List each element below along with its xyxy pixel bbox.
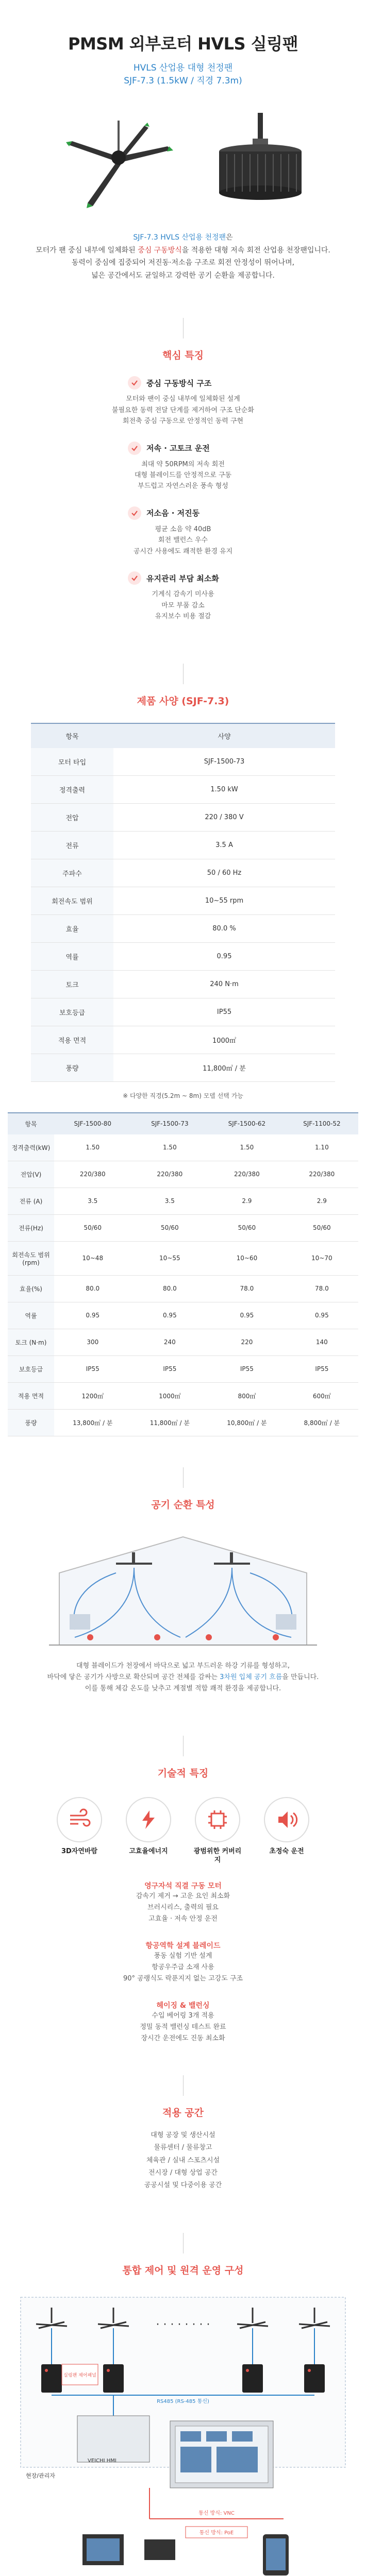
table-value-cell: 1200㎡ [54,1382,131,1409]
table-value-cell: 0.95 [131,1302,209,1329]
table-value-cell: IP55 [113,998,335,1026]
table-value-cell: 220/380 [208,1161,286,1188]
feature-title: 저속 · 고토크 운전 [146,444,210,453]
table-row [31,1054,335,1081]
check-icon [128,506,141,520]
model-compare-table [8,1112,358,1436]
section-divider [183,318,184,338]
table-row [31,803,335,831]
label-panel: 실링팬 제어패널 [63,2372,96,2378]
spec-note: ※ 다양한 직경(5.2m ~ 8m) 모델 선택 가능 [123,1092,243,1099]
table-label-cell: 전압 [31,803,113,831]
table-value-cell: SJF-1500-73 [113,748,335,776]
table-label-cell: 효율 [31,914,113,942]
list-item: 물류센터 / 물류창고 [154,2144,212,2152]
table-value-cell: 800㎡ [208,1382,286,1409]
page-title: PMSM 외부로터 HVLS 실링팬 [68,34,298,54]
hero-subtitle-line2: SJF-7.3 (1.5kW / 직경 7.3m) [124,75,242,86]
table-row [31,970,335,998]
table-value-cell: 0.95 [286,1302,358,1329]
list-item: 전시장 / 대형 상업 공간 [148,2168,218,2177]
table-value-cell: 3.5 A [113,831,335,859]
table-value-cell: 80.0 % [113,914,335,942]
airflow-description: 대형 블레이드가 천장에서 바닥으로 넓고 부드러운 하강 기류를 형성하고, 바닥에 닿은 공기가 사방으로 확산되며 공간 전체를 감싸는 3차원 입체 공기 흐름을 만듭니다. 이를 통해 체감 온도를 낮추고 계절별 적합 쾌적 환경을 제공합니다. [47,1662,319,1692]
airflow-title: 공기 순환 특성 [151,1499,215,1511]
table-row [8,1409,358,1436]
table-value-cell: 220/380 [286,1161,358,1188]
table-value-cell: 1.50 kW [113,775,335,803]
check-icon [128,376,141,389]
table-header: 사양 [113,723,335,748]
energy-icon [126,1797,171,1842]
table-value-cell: 0.95 [113,942,335,970]
hero-images [0,103,366,221]
table-value-cell: 78.0 [208,1275,286,1302]
table-label-cell: 풍량 [8,1409,54,1436]
table-label-cell: 역률 [8,1302,54,1329]
tech-item [54,1797,105,1865]
table-header: SJF-1500-80 [54,1113,131,1134]
table-value-cell: 220 / 380 V [113,803,335,831]
table-label-cell: 주파수 [31,859,113,887]
table-value-cell: 3.5 [131,1188,209,1214]
table-value-cell: IP55 [54,1355,131,1382]
section-divider [183,2233,184,2253]
hero-desc-line3: 동력이 중심에 집중되어 저진동·저소음 구조로 회전 안정성이 뛰어나며, [71,259,295,267]
hero-desc-line1: SJF-7.3 HVLS 산업용 천정팬은 [133,233,233,242]
table-row [31,859,335,887]
table-value-cell: 3.5 [54,1188,131,1214]
tech-label: 초정숙 운전 [269,1847,304,1855]
list-item: 대형 공장 및 생산시설 [151,2131,215,2140]
table-value-cell: 240 N·m [113,970,335,998]
feature-description: 최대 약 50RPM의 저속 회전 대형 블레이드를 안정적으로 구동 부드럽고 자연스러운 풍속 형성 [134,460,232,490]
table-value-cell: 11,800㎥ / 분 [113,1054,335,1081]
tech-label: 3D자연바람 [61,1847,98,1855]
table-row [31,831,335,859]
table-row [8,1134,358,1161]
hero-desc-line2: 모터가 팬 중심 내부에 일체화된 중심 구동방식을 적용한 대형 저속 회전 산업용 천장팬입니다. [36,246,330,255]
table-value-cell: 80.0 [54,1275,131,1302]
system-section [0,2233,366,2576]
tech-title: 기술적 특징 [157,1767,209,1779]
section-divider [183,1467,184,1488]
table-value-cell: 240 [131,1329,209,1355]
wind-icon [57,1797,102,1842]
hero-subtitle-line1: HVLS 산업용 대형 천정팬 [133,63,233,73]
applications-section [0,2075,366,2191]
hero-section [0,0,366,282]
table-label-cell: 회전속도 범위 [31,887,113,914]
table-value-cell: 10,800㎥ / 분 [208,1409,286,1436]
list-item: 체육관 / 실내 스포츠시설 [146,2156,220,2164]
table-value-cell: 0.95 [54,1302,131,1329]
table-value-cell: 140 [286,1329,358,1355]
check-icon [128,571,141,585]
table-header: 항목 [31,723,113,748]
table-label-cell: 역률 [31,942,113,970]
tech-icon-row [0,1797,366,1865]
feature-item [98,506,268,557]
table-row [8,1161,358,1188]
table-value-cell: 10~55 [131,1241,209,1275]
table-row [8,1188,358,1214]
table-value-cell: 220 [208,1329,286,1355]
table-value-cell: 10~55 rpm [113,887,335,914]
tech-item [123,1797,174,1865]
label-link: 통신 방식: PoE [199,2530,234,2536]
system-diagram [15,2292,351,2576]
section-divider [183,664,184,684]
label-hmi: VEICHI HMI [88,2458,117,2464]
coverage-icon [195,1797,240,1842]
hero-desc-line4: 넓은 공간에서도 균일하고 강력한 공기 순환을 제공합니다. [91,271,275,280]
table-value-cell: 600㎡ [286,1382,358,1409]
table-value-cell: IP55 [208,1355,286,1382]
feature-title: 유지관리 부담 최소화 [146,573,219,583]
features-section [0,318,366,622]
table-row [8,1382,358,1409]
table-row [8,1214,358,1241]
label-pc: 현장/관리자 [26,2472,55,2479]
airflow-diagram [39,1527,327,1650]
table-value-cell: 10~60 [208,1241,286,1275]
table-row [31,942,335,970]
table-label-cell: 풍량 [31,1054,113,1081]
section-divider [183,2075,184,2096]
table-label-cell: 회전속도 범위 (rpm) [8,1241,54,1275]
table-value-cell: 300 [54,1329,131,1355]
motor-image [211,110,309,213]
feature-description: 모터와 팬이 중심 내부에 일체화된 설계 불필요한 동력 전달 단계를 제거하여 구조 단순화 회전축 중심 구동으로 안정적인 동력 구현 [112,395,254,426]
table-label-cell: 정격출력 [31,775,113,803]
fan-blades-image [57,110,180,213]
feature-item [98,376,268,427]
table-value-cell: 11,800㎥ / 분 [131,1409,209,1436]
table-value-cell: 2.9 [286,1188,358,1214]
table-header: SJF-1100-52 [286,1113,358,1134]
table-header: SJF-1500-73 [131,1113,209,1134]
tech-label: 고효율에너지 [129,1847,168,1855]
feature-title: 중심 구동방식 구조 [146,378,212,388]
table-value-cell: 10~70 [286,1241,358,1275]
table-label-cell: 전류 [31,831,113,859]
quiet-icon [264,1797,309,1842]
tech-item [192,1797,243,1865]
section-divider [183,1736,184,1756]
table-value-cell: 0.95 [208,1302,286,1329]
table-row [31,998,335,1026]
table-value-cell: 1.10 [286,1134,358,1161]
table-value-cell: IP55 [131,1355,209,1382]
table-header: SJF-1500-62 [208,1113,286,1134]
table-value-cell: 50/60 [131,1214,209,1241]
table-row [8,1355,358,1382]
table-row [31,914,335,942]
feature-description: 평균 소음 약 40dB 회전 밸런스 우수 공시간 사용에도 쾌적한 환경 유지 [133,525,233,555]
feature-description: 기계식 감속기 미사용 마모 부품 감소 유지보수 비용 절감 [152,590,214,621]
tech-item [261,1797,312,1865]
table-value-cell: 1000㎡ [131,1382,209,1409]
table-value-cell: 1.50 [54,1134,131,1161]
spec-table [31,723,335,1082]
table-label-cell: 전류(Hz) [8,1214,54,1241]
table-label-cell: 적용 면적 [8,1382,54,1409]
table-value-cell: 50/60 [286,1214,358,1241]
features-title: 핵심 특징 [162,350,204,362]
table-label-cell: 전류 (A) [8,1188,54,1214]
spec-section [0,664,366,1436]
hero-description [21,231,345,282]
system-title: 통합 제어 및 원격 운영 구성 [122,2264,244,2276]
table-label-cell: 전압(V) [8,1161,54,1188]
table-label-cell: 토크 (N·m) [8,1329,54,1355]
tech-label: 광범위한 커버리지 [193,1847,242,1864]
table-value-cell: 50 / 60 Hz [113,859,335,887]
table-value-cell: 50/60 [208,1214,286,1241]
feature-item [98,571,268,622]
tech-block: 영구자석 직결 구동 모터 감속기 제거 → 고운 요인 최소화 브러시리스, 출력의 필요 고효율 · 저속 안정 운전 [136,1882,230,1923]
table-row [31,887,335,914]
table-value-cell: 50/60 [54,1214,131,1241]
table-value-cell: 2.9 [208,1188,286,1214]
diagram-dots: · · · · · · · · [156,2318,210,2331]
table-value-cell: 80.0 [131,1275,209,1302]
feature-item [98,442,268,492]
table-value-cell: 13,800㎥ / 분 [54,1409,131,1436]
table-label-cell: 보호등급 [31,998,113,1026]
label-rs485: RS485 (RS-485 통신) [157,2398,209,2404]
spec-title: 제품 사양 (SJF-7.3) [137,695,229,707]
table-value-cell: 1.50 [131,1134,209,1161]
table-label-cell: 정격출력(kW) [8,1134,54,1161]
table-value-cell: IP55 [286,1355,358,1382]
table-value-cell: 10~48 [54,1241,131,1275]
table-row [8,1241,358,1275]
list-item: 공공시설 및 다중이용 공간 [144,2181,222,2189]
table-row [8,1275,358,1302]
table-label-cell: 효율(%) [8,1275,54,1302]
tech-section [0,1736,366,2045]
label-net: 통신 방식: VNC [198,2510,235,2516]
table-label-cell: 적용 면적 [31,1026,113,1054]
check-icon [128,442,141,455]
table-value-cell: 220/380 [54,1161,131,1188]
table-row [31,748,335,776]
applications-title: 적용 공간 [162,2107,204,2119]
feature-title: 저소음 · 저진동 [146,509,200,518]
table-value-cell: 1000㎡ [113,1026,335,1054]
table-header: 항목 [8,1113,54,1134]
table-value-cell: 8,800㎥ / 분 [286,1409,358,1436]
table-row [8,1302,358,1329]
table-value-cell: 220/380 [131,1161,209,1188]
table-label-cell: 모터 타입 [31,748,113,776]
table-row [31,775,335,803]
table-label-cell: 보호등급 [8,1355,54,1382]
tech-block: 헤이징 & 밸런싱 수입 베어링 3개 적용 정밀 동적 밸런싱 테스트 완료 장시간 운전에도 진동 최소화 [140,2002,226,2043]
airflow-section [0,1467,366,1694]
table-row [31,1026,335,1054]
applications-list [0,2129,366,2191]
table-value-cell: 1.50 [208,1134,286,1161]
hero-subtitle [0,62,366,87]
table-value-cell: 78.0 [286,1275,358,1302]
table-label-cell: 토크 [31,970,113,998]
tech-block: 항공역학 설계 블레이드 풍동 실험 기반 설계 항공우주급 소재 사용 90° 공랭식도 락푼지지 없는 고강도 구조 [123,1941,243,1983]
table-row [8,1329,358,1355]
